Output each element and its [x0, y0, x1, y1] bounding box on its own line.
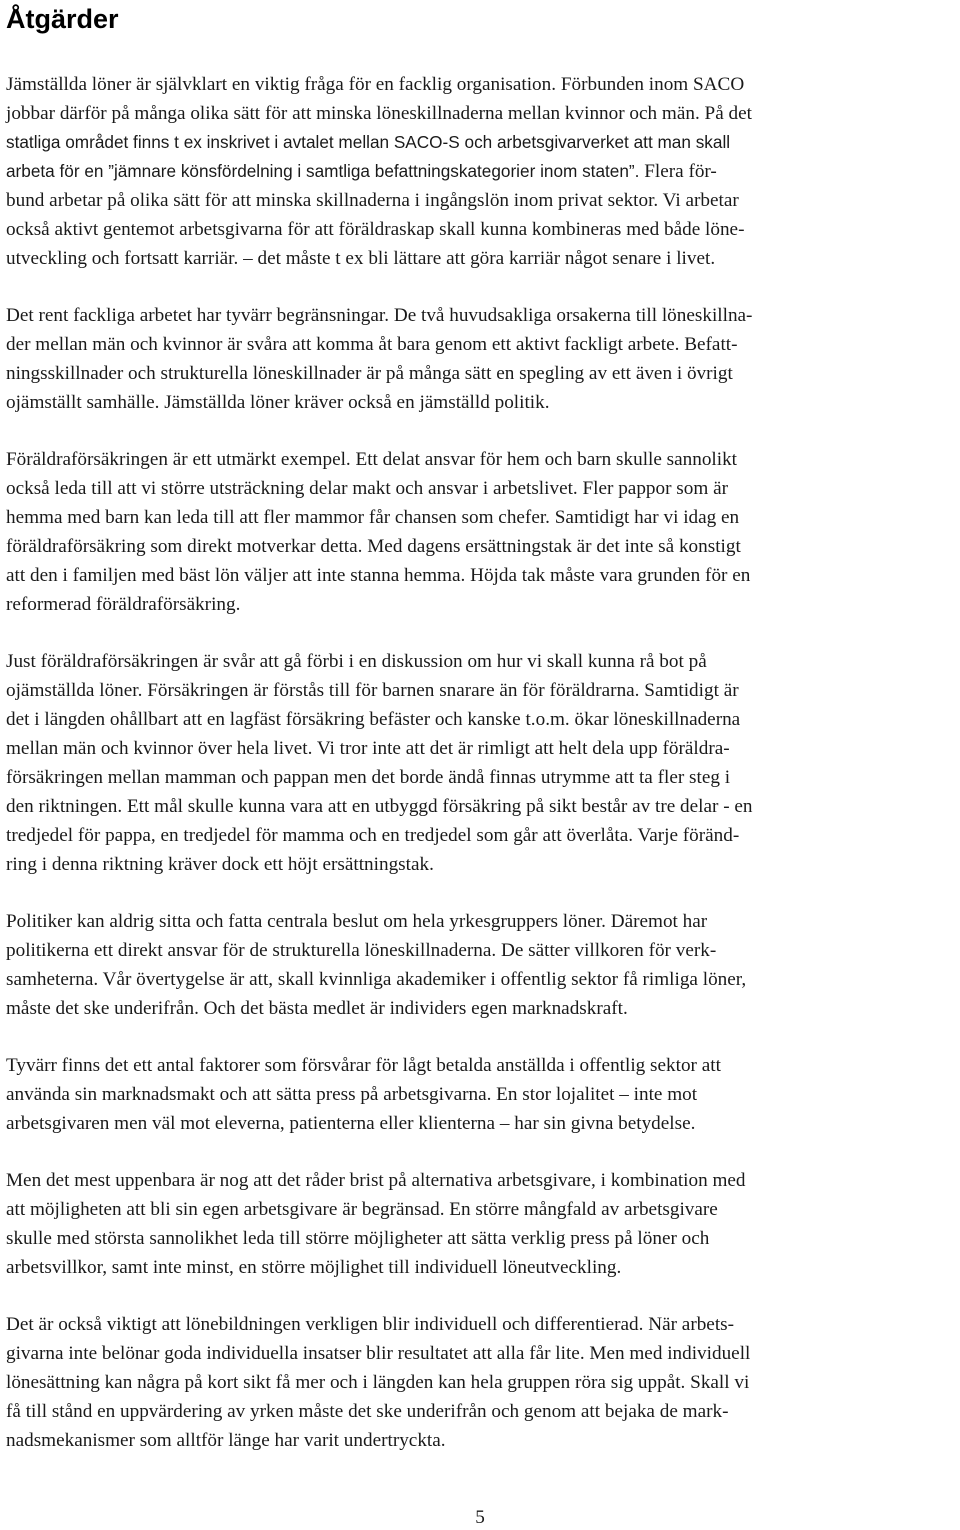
- text-line: föräldraförsäkring som direkt motverkar detta. Med dagens ersättningstak är det inte så konstigt: [6, 536, 741, 557]
- text-line: Det är också viktigt att lönebildningen verkligen blir individuell och differentierad. När arbets-: [6, 1314, 735, 1335]
- text-line: Det rent fackliga arbetet har tyvärr begränsningar. De två huvudsakliga orsakerna till löneskillna-: [6, 305, 753, 326]
- text-line: ojämställt samhälle. Jämställda löner kräver också en jämställd politik.: [6, 392, 550, 413]
- paragraph-2: [6, 301, 956, 417]
- text-line: Politiker kan aldrig sitta och fatta centrala beslut om hela yrkesgruppers löner. Däremot har: [6, 911, 708, 932]
- body-text: [6, 70, 956, 1483]
- text-line: den riktningen. Ett mål skulle kunna vara att en utbyggd försäkring på sikt består av tre delar - en: [6, 796, 753, 817]
- text-line: givarna inte belönar goda individuella insatser blir resultatet att alla får lite. Men med individuell: [6, 1343, 751, 1364]
- text-line: Föräldraförsäkringen är ett utmärkt exempel. Ett delat ansvar för hem och barn skulle sannolikt: [6, 449, 738, 470]
- text-line: jobbar därför på många olika sätt för att minska löneskillnaderna mellan kvinnor och män. På det: [6, 103, 752, 124]
- paragraph-4: [6, 647, 956, 879]
- text-line: bund arbetar på olika sätt för att minska skillnaderna i ingångslön inom privat sektor. Vi arbetar: [6, 190, 739, 211]
- text-line: statliga området finns t ex inskrivet i avtalet mellan SACO-S och arbetsgivarverket att man skall: [6, 132, 731, 152]
- text-line: också aktivt gentemot arbetsgivarna för att föräldraskap skall kunna kombineras med både löne-: [6, 219, 745, 240]
- text-line: det i längden ohållbart att en lagfäst försäkring befäster och kanske t.o.m. ökar löneskillnaderna: [6, 709, 741, 730]
- paragraph-5: [6, 907, 956, 1023]
- text-line: använda sin marknadsmakt och att sätta press på arbetsgivarna. En stor lojalitet – inte mot: [6, 1084, 698, 1105]
- text-line: reformerad föräldraförsäkring.: [6, 594, 241, 615]
- text-segment: Flera för-: [644, 161, 717, 182]
- text-line: Tyvärr finns det ett antal faktorer som försvårar för lågt betalda anställda i offentlig sektor att: [6, 1055, 721, 1076]
- page-number: 5: [475, 1507, 485, 1528]
- text-line: Jämställda löner är självklart en viktig fråga för en facklig organisation. Förbunden inom SACO: [6, 74, 745, 95]
- text-line-mixed: [6, 157, 956, 186]
- text-line: att möjligheten att bli sin egen arbetsgivare är begränsad. En större mångfald av arbetsgivare: [6, 1199, 718, 1220]
- text-line: samheterna. Vår övertygelse är att, skall kvinnliga akademiker i offentlig sektor få rimliga löner,: [6, 969, 747, 990]
- text-line: få till stånd en uppvärdering av yrken måste det ske underifrån och genom att bejaka de mark-: [6, 1401, 729, 1422]
- text-line: ring i denna riktning kräver dock ett höjt ersättningstak.: [6, 854, 434, 875]
- text-line: ojämställda löner. Försäkringen är förstås till för barnen snarare än för föräldrarna. Samtidigt är: [6, 680, 739, 701]
- paragraph-1: [6, 70, 956, 273]
- text-line: att den i familjen med bäst lön väljer att inte stanna hemma. Höjda tak måste vara grunden för en: [6, 565, 751, 586]
- page-title: Åtgärder: [6, 4, 119, 34]
- paragraph-3: [6, 445, 956, 619]
- text-line: utveckling och fortsatt karriär. – det måste t ex bli lättare att göra karriär något senare i livet.: [6, 248, 716, 269]
- text-line: försäkringen mellan mamman och pappan men det borde ändå finnas utrymme att ta fler steg i: [6, 767, 731, 788]
- text-line: Just föräldraförsäkringen är svår att gå förbi i en diskussion om hur vi skall kunna rå bot på: [6, 651, 707, 672]
- paragraph-6: [6, 1051, 956, 1138]
- text-line: måste det ske underifrån. Och det bästa medlet är individers egen marknadskraft.: [6, 998, 628, 1019]
- text-line: lönesättning kan några på kort sikt få mer och i längden kan hela gruppen röra sig uppåt. Skall vi: [6, 1372, 750, 1393]
- text-line: mellan män och kvinnor över hela livet. Vi tror inte att det är rimligt att helt dela upp föräldra-: [6, 738, 730, 759]
- text-line: arbetsgivaren men väl mot eleverna, patienterna eller klienterna – har sin givna betydelse.: [6, 1113, 696, 1134]
- text-line: Men det mest uppenbara är nog att det råder brist på alternativa arbetsgivare, i kombination med: [6, 1170, 746, 1191]
- paragraph-8: [6, 1310, 956, 1455]
- paragraph-7: [6, 1166, 956, 1282]
- text-line: nadsmekanismer som alltför länge har varit undertryckta.: [6, 1430, 446, 1451]
- text-line: också leda till att vi större utsträckning delar makt och ansvar i arbetslivet. Fler pappor som är: [6, 478, 728, 499]
- text-line: skulle med största sannolikhet leda till större möjligheter att sätta verklig press på löner och: [6, 1228, 710, 1249]
- text-line: hemma med barn kan leda till att fler mammor får chansen som chefer. Samtidigt har vi idag en: [6, 507, 740, 528]
- text-line: tredjedel för pappa, en tredjedel för mamma och en tredjedel som går att överlåta. Varje föränd-: [6, 825, 740, 846]
- text-line: der mellan män och kvinnor är svåra att komma åt bara genom ett aktivt fackligt arbete. Befatt-: [6, 334, 738, 355]
- text-line: ningsskillnader och strukturella löneskillnader är på många sätt en spegling av ett även i övrigt: [6, 363, 733, 384]
- text-line: politikerna ett direkt ansvar för de strukturella löneskillnaderna. De sätter villkoren för verk-: [6, 940, 717, 961]
- text-line: arbetsvillkor, samt inte minst, en större möjlighet till individuell löneutveckling.: [6, 1257, 622, 1278]
- text-segment-sans: arbeta för en ”jämnare könsfördelning i samtliga befattningskategorier inom staten”.: [6, 161, 640, 181]
